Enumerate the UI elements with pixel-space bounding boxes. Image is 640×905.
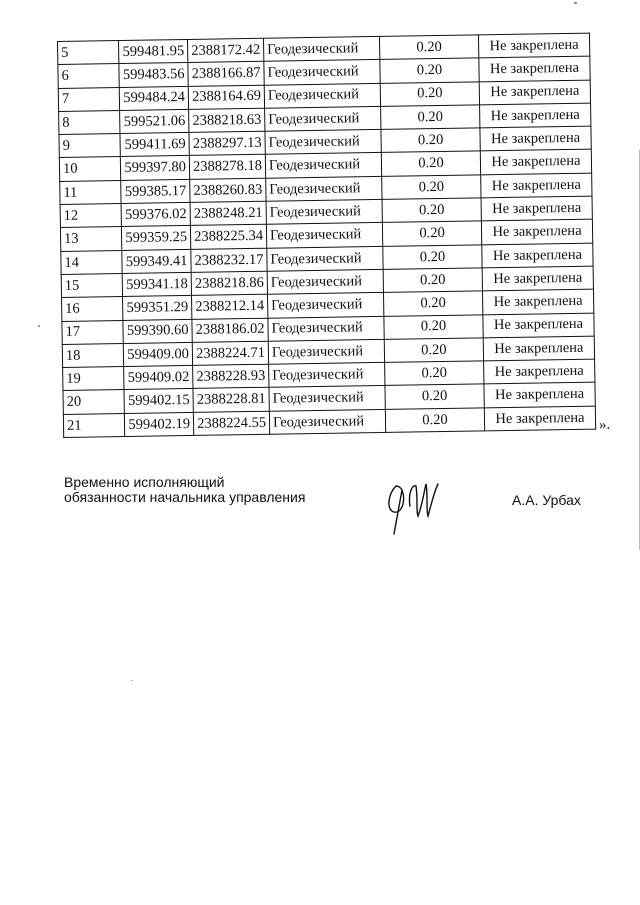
error-cell: 0.20 <box>379 35 478 60</box>
marking-cell: Не закреплена <box>483 336 594 361</box>
marking-cell: Не закреплена <box>483 313 594 338</box>
point-number-cell: 15 <box>61 273 122 297</box>
coordinate-x-cell: 599390.60 <box>123 319 192 343</box>
coordinate-y-cell: 2388260.83 <box>190 178 266 202</box>
method-cell: Геодезический <box>269 363 385 388</box>
coordinate-y-cell: 2388218.86 <box>191 271 267 295</box>
method-cell: Геодезический <box>266 223 382 248</box>
method-cell: Геодезический <box>264 60 380 85</box>
coordinate-x-cell: 599349.41 <box>122 249 191 273</box>
method-cell: Геодезический <box>265 106 381 131</box>
coordinate-y-cell: 2388278.18 <box>189 155 265 179</box>
error-cell: 0.20 <box>381 128 480 153</box>
point-number-cell: 9 <box>59 134 120 158</box>
coordinate-x-cell: 599484.24 <box>119 86 188 110</box>
point-number-cell: 14 <box>61 250 122 274</box>
coordinate-y-cell: 2388166.87 <box>188 62 264 86</box>
marking-cell: Не закреплена <box>482 289 593 314</box>
error-cell: 0.20 <box>384 338 483 363</box>
point-number-cell: 17 <box>62 320 123 344</box>
point-number-cell: 11 <box>60 180 121 204</box>
coordinate-x-cell: 599376.02 <box>121 203 190 227</box>
signer-position-line-1: Временно исполняющий <box>64 474 225 490</box>
coordinate-x-cell: 599402.15 <box>124 389 193 413</box>
signer-position-line-2: обязанности начальника управления <box>64 489 306 505</box>
point-number-cell: 12 <box>60 204 121 228</box>
error-cell: 0.20 <box>382 198 481 223</box>
marking-cell: Не закреплена <box>480 150 591 175</box>
method-cell: Геодезический <box>268 293 384 318</box>
coordinate-x-cell: 599385.17 <box>121 179 190 203</box>
scan-speck <box>574 2 577 4</box>
coordinate-y-cell: 2388212.14 <box>192 294 268 318</box>
error-cell: 0.20 <box>385 384 484 409</box>
signer-name: А.А. Урбах <box>512 492 581 508</box>
error-cell: 0.20 <box>385 408 484 433</box>
coordinates-table <box>57 33 596 438</box>
coordinates-table-body <box>58 33 596 437</box>
method-cell: Геодезический <box>266 176 382 201</box>
marking-cell: Не закреплена <box>482 243 593 268</box>
marking-cell: Не закреплена <box>484 359 595 384</box>
coordinate-y-cell: 2388228.81 <box>193 388 269 412</box>
point-number-cell: 8 <box>59 110 120 134</box>
method-cell: Геодезический <box>269 409 385 434</box>
error-cell: 0.20 <box>382 221 481 246</box>
method-cell: Геодезический <box>269 386 385 411</box>
point-number-cell: 16 <box>62 297 123 321</box>
coordinate-x-cell: 599402.19 <box>124 412 193 436</box>
point-number-cell: 21 <box>63 413 124 437</box>
point-number-cell: 7 <box>58 87 119 111</box>
marking-cell: Не закреплена <box>480 103 591 128</box>
error-cell: 0.20 <box>383 291 482 316</box>
error-cell: 0.20 <box>381 105 480 130</box>
coordinate-y-cell: 2388218.63 <box>189 108 265 132</box>
method-cell: Геодезический <box>268 316 384 341</box>
error-cell: 0.20 <box>380 58 479 83</box>
marking-cell: Не закреплена <box>480 126 591 151</box>
coordinate-x-cell: 599351.29 <box>123 296 192 320</box>
method-cell: Геодезический <box>267 246 383 271</box>
coordinate-y-cell: 2388224.55 <box>193 411 269 435</box>
coordinate-y-cell: 2388297.13 <box>189 131 265 155</box>
method-cell: Геодезический <box>265 130 381 155</box>
method-cell: Геодезический <box>263 36 379 61</box>
coordinate-x-cell: 599409.00 <box>123 342 192 366</box>
method-cell: Геодезический <box>267 269 383 294</box>
coordinate-x-cell: 599341.18 <box>122 272 191 296</box>
marking-cell: Не закреплена <box>484 406 595 431</box>
marking-cell: Не закреплена <box>481 196 592 221</box>
closing-quote: ». <box>599 417 611 433</box>
coordinate-y-cell: 2388172.42 <box>187 38 263 62</box>
coordinate-y-cell: 2388248.21 <box>190 201 266 225</box>
marking-cell: Не закреплена <box>479 56 590 81</box>
marking-cell: Не закреплена <box>484 383 595 408</box>
signer-position <box>64 475 305 505</box>
point-number-cell: 10 <box>59 157 120 181</box>
error-cell: 0.20 <box>384 314 483 339</box>
error-cell: 0.20 <box>385 361 484 386</box>
scan-speck <box>38 325 40 327</box>
point-number-cell: 18 <box>62 343 123 367</box>
marking-cell: Не закреплена <box>478 33 589 58</box>
error-cell: 0.20 <box>383 268 482 293</box>
coordinate-x-cell: 599411.69 <box>120 133 189 157</box>
coordinate-x-cell: 599483.56 <box>119 63 188 87</box>
marking-cell: Не закреплена <box>479 80 590 105</box>
scan-speck <box>131 680 132 681</box>
marking-cell: Не закреплена <box>481 173 592 198</box>
method-cell: Геодезический <box>268 339 384 364</box>
error-cell: 0.20 <box>382 175 481 200</box>
point-number-cell: 20 <box>63 390 124 414</box>
error-cell: 0.20 <box>383 245 482 270</box>
coordinates-table-wrapper <box>57 33 596 438</box>
error-cell: 0.20 <box>381 151 480 176</box>
coordinate-x-cell: 599359.25 <box>121 226 190 250</box>
point-number-cell: 13 <box>60 227 121 251</box>
point-number-cell: 19 <box>63 367 124 391</box>
coordinate-y-cell: 2388164.69 <box>188 85 264 109</box>
point-number-cell: 5 <box>58 41 119 65</box>
coordinate-x-cell: 599481.95 <box>119 39 188 63</box>
coordinate-y-cell: 2388228.93 <box>193 364 269 388</box>
coordinate-y-cell: 2388224.71 <box>192 341 268 365</box>
marking-cell: Не закреплена <box>481 219 592 244</box>
coordinate-x-cell: 599397.80 <box>120 156 189 180</box>
method-cell: Геодезический <box>266 199 382 224</box>
marking-cell: Не закреплена <box>482 266 593 291</box>
coordinate-x-cell: 599521.06 <box>120 109 189 133</box>
method-cell: Геодезический <box>265 153 381 178</box>
coordinate-x-cell: 599409.02 <box>124 366 193 390</box>
handwritten-signature <box>382 476 442 540</box>
method-cell: Геодезический <box>264 83 380 108</box>
coordinate-y-cell: 2388232.17 <box>191 248 267 272</box>
coordinate-y-cell: 2388186.02 <box>192 318 268 342</box>
coordinate-y-cell: 2388225.34 <box>190 225 266 249</box>
error-cell: 0.20 <box>380 81 479 106</box>
point-number-cell: 6 <box>58 64 119 88</box>
